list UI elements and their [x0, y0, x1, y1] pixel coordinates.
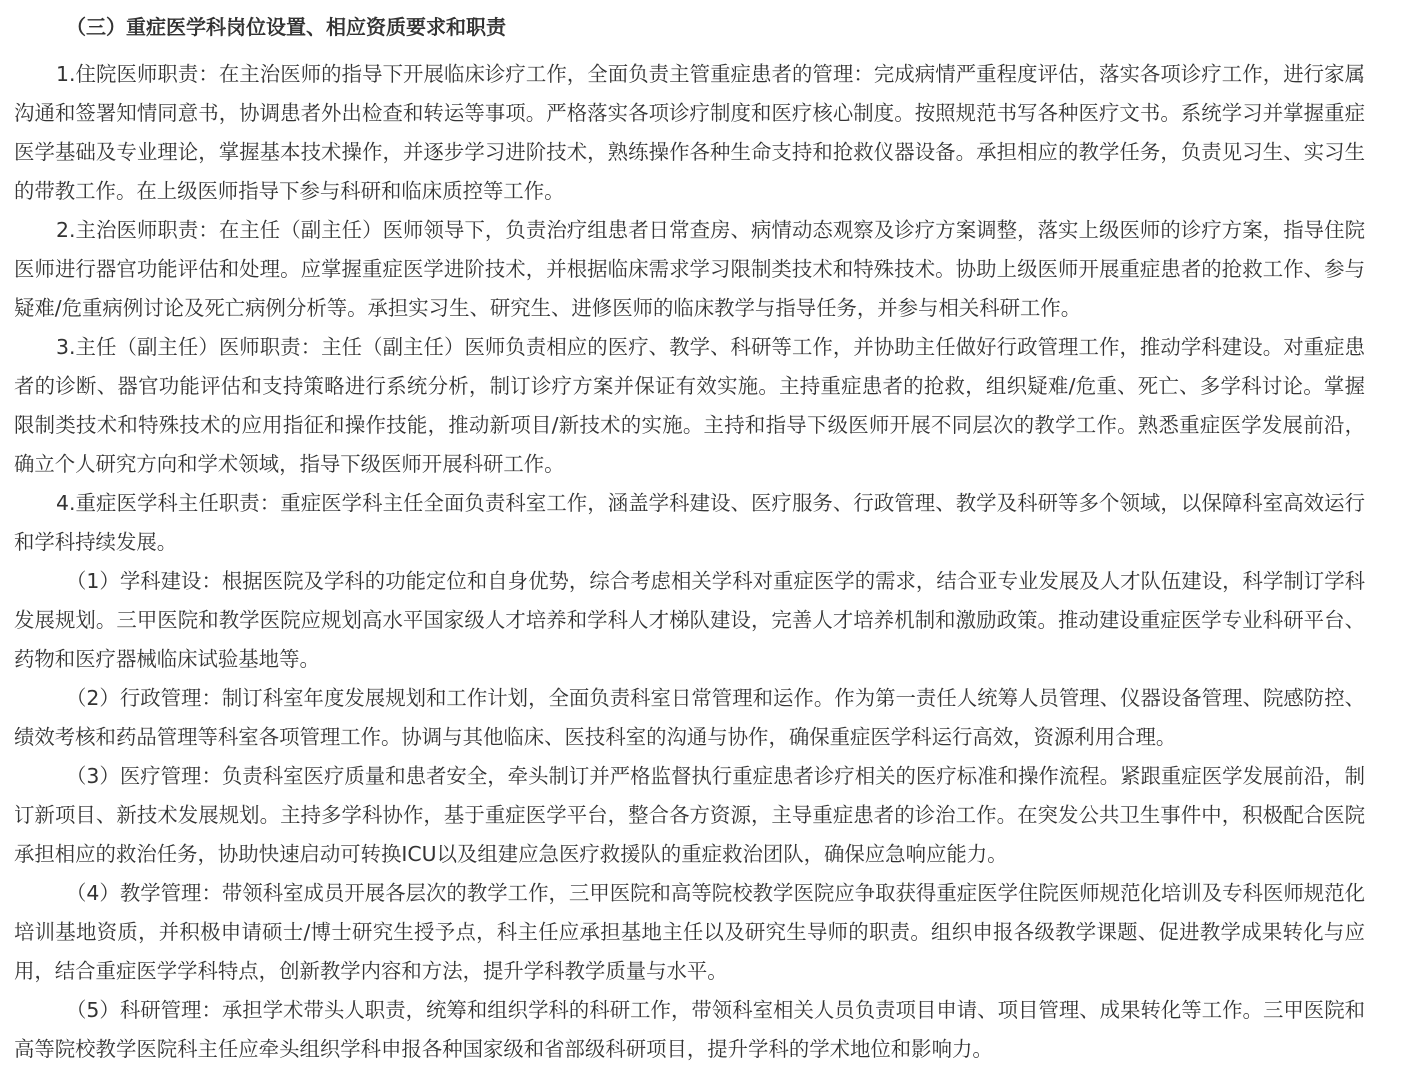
sub-item-medical-management: （3）医疗管理：负责科室医疗质量和患者安全，牵头制订并严格监督执行重症患者诊疗相关的医疗标准和操作流程。紧跟重症医学发展前沿，制订新项目、新技术发展规划。主持多学科协作，基于重症医学平台，整合各方资源，主导重症患者的诊治工作。在突发公共卫生事件中，积极配合医院承担相应的救治任务，协助快速启动可转换ICU以及组建应急医疗救援队的重症救治团队，确保应急响应能力。	[14, 764, 1365, 866]
paragraph-resident: 1.住院医师职责：在主治医师的指导下开展临床诊疗工作，全面负责主管重症患者的管理：完成病情严重程度评估，落实各项诊疗工作，进行家属沟通和签署知情同意书，协调患者外出检查和转运等事项。严格落实各项诊疗制度和医疗核心制度。按照规范书写各种医疗文书。系统学习并掌握重症医学基础及专业理论，掌握基本技术操作，并逐步学习进阶技术，熟练操作各种生命支持和抢救仪器设备。承担相应的教学任务，负责见习生、实习生的带教工作。在上级医师指导下参与科研和临床质控等工作。	[14, 62, 1365, 203]
sub-item-discipline-building: （1）学科建设：根据医院及学科的功能定位和自身优势，综合考虑相关学科对重症医学的需求，结合亚专业发展及人才队伍建设，科学制订学科发展规划。三甲医院和教学医院应规划高水平国家级人才培养和学科人才梯队建设，完善人才培养机制和激励政策。推动建设重症医学专业科研平台、药物和医疗器械临床试验基地等。	[14, 569, 1365, 671]
paragraph-attending: 2.主治医师职责：在主任（副主任）医师领导下，负责治疗组患者日常查房、病情动态观察及诊疗方案调整，落实上级医师的诊疗方案，指导住院医师进行器官功能评估和处理。应掌握重症医学进阶技术，并根据临床需求学习限制类技术和特殊技术。协助上级医师开展重症患者的抢救工作、参与疑难/危重病例讨论及死亡病例分析等。承担实习生、研究生、进修医师的临床教学与指导任务，并参与相关科研工作。	[14, 218, 1365, 320]
document	[14, 7, 1365, 1069]
sub-item-administration: （2）行政管理：制订科室年度发展规划和工作计划，全面负责科室日常管理和运作。作为第一责任人统筹人员管理、仪器设备管理、院感防控、绩效考核和药品管理等科室各项管理工作。协调与其他临床、医技科室的沟通与协作，确保重症医学科运行高效，资源利用合理。	[14, 686, 1365, 749]
sub-item-research-management: （5）科研管理：承担学术带头人职责，统筹和组织学科的科研工作，带领科室相关人员负责项目申请、项目管理、成果转化等工作。三甲医院和高等院校教学医院科主任应牵头组织学科申报各种国家级和省部级科研项目，提升学科的学术地位和影响力。	[14, 998, 1365, 1061]
paragraph-department-director: 4.重症医学科主任职责：重症医学科主任全面负责科室工作，涵盖学科建设、医疗服务、行政管理、教学及科研等多个领域，以保障科室高效运行和学科持续发展。	[14, 491, 1365, 554]
sub-item-teaching-management: （4）教学管理：带领科室成员开展各层次的教学工作，三甲医院和高等院校教学医院应争取获得重症医学住院医师规范化培训及专科医师规范化培训基地资质，并积极申请硕士/博士研究生授予点，科主任应承担基地主任以及研究生导师的职责。组织申报各级教学课题、促进教学成果转化与应用，结合重症医学学科特点，创新教学内容和方法，提升学科教学质量与水平。	[14, 881, 1365, 983]
section-heading: （三）重症医学科岗位设置、相应资质要求和职责	[66, 15, 506, 39]
paragraph-chief-physician: 3.主任（副主任）医师职责：主任（副主任）医师负责相应的医疗、教学、科研等工作，并协助主任做好行政管理工作，推动学科建设。对重症患者的诊断、器官功能评估和支持策略进行系统分析，制订诊疗方案并保证有效实施。主持重症患者的抢救，组织疑难/危重、死亡、多学科讨论。掌握限制类技术和特殊技术的应用指征和操作技能，推动新项目/新技术的实施。主持和指导下级医师开展不同层次的教学工作。熟悉重症医学发展前沿，确立个人研究方向和学术领域，指导下级医师开展科研工作。	[14, 335, 1365, 476]
